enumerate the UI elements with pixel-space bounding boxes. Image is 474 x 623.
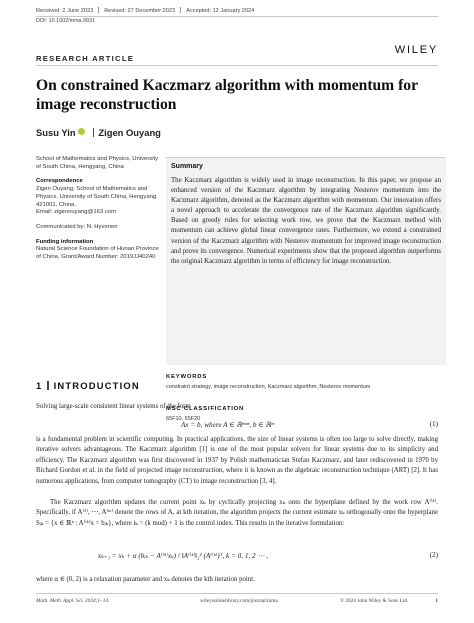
summary-heading: Summary bbox=[171, 163, 203, 170]
section-title: INTRODUCTION bbox=[53, 380, 140, 391]
correspondence-block bbox=[36, 178, 162, 217]
date-divider bbox=[180, 7, 181, 13]
correspondence-heading: Correspondence bbox=[36, 178, 83, 185]
affiliation: School of Mathematics and Physics, University of South China, Hengyang, China bbox=[36, 156, 159, 170]
equation-body: xₖ₊₁ = xₖ + α (bᵢₖ − A⁽ⁱᵏ⁾xₖ) / ‖A⁽ⁱᵏ⁾‖₂² (A⁽ⁱᵏ⁾)ᵀ, k = 0, 1, 2 ⋯ , bbox=[98, 552, 269, 560]
equation-body: Ax = b, where A ∈ ℝᵐˣⁿ, b ∈ ℝᵐ bbox=[181, 421, 275, 429]
section-divider bbox=[47, 381, 48, 390]
author-list bbox=[36, 127, 161, 138]
correspondence-text: Zigen Ouyang, School of Mathematics and Physics, University of South China, Hengyang 421001, China. bbox=[36, 186, 157, 208]
communicated-by: Communicated by: N. Hyvonen bbox=[36, 223, 118, 230]
author-name[interactable]: Susu Yin bbox=[36, 127, 76, 138]
funding-heading: Funding information bbox=[36, 238, 94, 245]
footer-divider bbox=[36, 593, 438, 594]
journal-citation: Math. Meth. Appl. Sci. 2024;1–14. bbox=[36, 598, 110, 604]
copyright: © 2024 John Wiley & Sons Ltd. bbox=[340, 598, 409, 604]
msc-heading: MSC CLASSIFICATION bbox=[166, 406, 245, 412]
article-title: On constrained Kaczmarz algorithm with momentum for image reconstruction bbox=[36, 77, 418, 113]
equation-number: (1) bbox=[429, 420, 438, 428]
doi-link[interactable]: DOI: 10.1002/mma.9931 bbox=[36, 18, 96, 24]
funding-block bbox=[36, 239, 162, 262]
page-number: 1 bbox=[435, 598, 438, 604]
msc-text: 65F10, 65F20 bbox=[166, 416, 201, 422]
accepted-date: Accepted: 12 January 2024 bbox=[186, 8, 255, 14]
paragraph: Solving large-scale consistent linear systems of the form bbox=[36, 403, 191, 410]
summary-text: The Kaczmarz algorithm is widely used in image reconstruction. In this paper, we propose an enhanced version of the Kaczmarz algorithm by integrating Nesterov momentum into the Kaczmarz algorithm, denoted as the Kaczmarz algorithm with momentum. Our innovation offers a novel approach to accelerate the convergence rate of the Kaczmarz algorithm significantly. Based on greedy rules for selecting work row, we prove that the Kaczmarz method with momentum can achieve global linear convergence rates. Furthermore, we extend a constrained version of the Kaczmarz algorithm with Nesterov momentum for improved image reconstruction and prove its convergence. Numerical experiments show that the proposed algorithm outperforms the original Kaczmarz algorithm in terms of efficiency for image reconstruction. bbox=[171, 177, 441, 265]
funding-text: Natural Science Foundation of Hunan Province of China, Grant/Award Number: 2019JJ40240 bbox=[36, 246, 159, 261]
section-heading bbox=[36, 380, 140, 391]
section-number: 1 bbox=[36, 380, 43, 391]
orcid-icon[interactable] bbox=[78, 128, 85, 135]
revised-date: Revised: 27 December 2023 bbox=[104, 8, 176, 14]
author-name[interactable]: Zigen Ouyang bbox=[98, 127, 161, 138]
article-type-label: RESEARCH ARTICLE bbox=[36, 54, 135, 63]
date-divider bbox=[98, 7, 99, 13]
header-divider bbox=[36, 16, 438, 17]
journal-url[interactable]: wileyonlinelibrary.com/journal/mma bbox=[200, 598, 278, 604]
keywords-text: constraint strategy, image reconstruction, Kaczmarz algorithm, Nesterov momentum bbox=[166, 384, 371, 390]
keywords-heading: KEYWORDS bbox=[166, 374, 208, 380]
paragraph: The Kaczmarz algorithm updates the current point xₖ by cyclically projecting xₖ onto the hyperplane defined by the work row A⁽ⁱᵏ⁾. Specifically, if A⁽¹⁾, ⋯, A⁽ᵐ⁾ denote the rows of A, at kth iteration, the algorithm projects the current estimate xₖ orthogonally onto the hyperplane Sᵢₖ = {x ∈ ℝⁿ : A⁽ⁱᵏ⁾x = bᵢₖ}, where iₖ = (k mod) + 1 is the control index. This results in the iterative formulation: bbox=[36, 499, 438, 527]
paragraph: is a fundamental problem in scientific computing. In practical applications, the size of linear systems is often too large to solve directly, making iterative solvers advantageous. The Kaczmarz algorithm [1] is one of the most popular solvers for linear systems due to its simplicity and efficiency. The Kaczmarz algorithm was first discovered in 1937 by Polish mathematician Stefan Kaczmarz, and later rediscovered in 1970 by Richard Gordon et al. in the field of projected image reconstruction, where it is known as the algebraic reconstruction technique (ART) [2]. It has numerous applications, from computer tomography (CT) to image reconstruction [3, 4]. bbox=[36, 436, 438, 485]
article-info-sidebar bbox=[36, 156, 162, 269]
summary-top-rule bbox=[166, 157, 446, 158]
article-dates bbox=[36, 7, 254, 14]
title-divider bbox=[36, 65, 438, 66]
publisher-logo: WILEY bbox=[394, 44, 438, 56]
paragraph: where α ∈ (0, 2) is a relaxation parameter and xₖ denotes the kth iteration point. bbox=[36, 576, 255, 583]
author-divider bbox=[93, 128, 94, 137]
correspondence-email[interactable]: Email: zigenouyang@163.com bbox=[36, 209, 116, 216]
equation-number: (2) bbox=[429, 551, 438, 559]
equation-1 bbox=[36, 420, 438, 430]
received-date: Received: 2 June 2023 bbox=[36, 8, 94, 14]
equation-2 bbox=[36, 551, 438, 563]
